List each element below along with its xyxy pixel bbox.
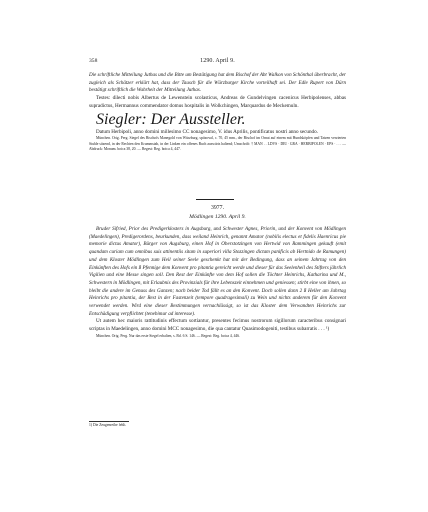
- document-1-section: [89, 72, 346, 153]
- document-2-number: 3977.: [210, 205, 225, 211]
- footnote: 1) Die Zeugenreihe fehlt.: [89, 423, 127, 427]
- document-2-corroboratio: Ut autem hec maioris rattitudinis effectum sortiantur, presentes fecimus nostrorum sigillorum caracteribus consignari scriptas in Maedelingen, anno domini MCC nonagesimo, die qua cantatur Quasimodogeniti, testibus subarratis . . . ¹): [89, 318, 346, 333]
- page-number: 358: [89, 58, 98, 64]
- document-2-summary: Bruder Sifried, Prior des Predigerklosters in Augsburg, und Schwester Agnes, Priorin, und der Konvent von Mödlingen (Maedelingen), Predigerordens, beurkunden, dass weiland Heinrich, genannt Amator (nobilis electus et fidelis Haenricus pie memorie dictus Amator), Bürger von Augsburg, einen Hof in Oberstotzingen von Hertwid von Rammingen gekauft (emit quandam curiam cum omnibus suis attinentiis sitam in superiori villa Stozzingen dictam panificis ab Hertnido de Ramungen) und dem Kloster Mödlingen zum Heil seiner Seele geschenkt hat mit der Bedingung, dass an seinem Jahrtag von den Einkünften des Hofs ein ß Pfennige dem Konvent pro pitantia gereicht werde und dieser für das Seelenheil des Stifters jährlich Vigilien und eine Messe singen soll. Den Rest der Einkünfte von dem Hof sollen die Töchter Heinrichs, Katharina und M., Schwestern in Mödlingen, mit Erlaubnis des Provinzials für ihre Lebenszeit einnehmen und geniessen; stirbt eine von ihnen, so bleibt die andere im Genuss des Ganzen; nach beider Tod fällt es an den Konvent. Doch sollen dann 2 ß Heller am Jahrtag Heinrichs pro pitantia, der Rest in der Fastenzeit (tempore quadragesimali) zu Wein und nichts anderem für den Konvent verwendet werden. Wird eine dieser Bestimmungen vernachlässigt, so ist das Kloster dem Verwandten Heinrichs zur Entschädigung verpflichtet (tenebimur ad interesse).: [89, 226, 346, 317]
- running-date: 1290. April 9.: [200, 58, 235, 64]
- page-header: [89, 58, 346, 68]
- document-2-section: [89, 226, 346, 339]
- document-2-place-date: Mödlingen 1290. April 9.: [189, 214, 246, 220]
- document-1-summary: Die schriftliche Mitteilung Juthas und die Bitte um Bestätigung hat dem Bischof der Abt Walkon von Schönthal überbracht, der zugleich als Schätzer erklärt hat, dass der Tausch für die Würzburger Kirche vorteilhaft sei. Der Edle Rupert von Dürn bestätigt schriftlich die Wahrheit der Mitteilung Juthas.: [89, 72, 346, 94]
- document-1-datum: Datum Herbipoli, anno domini millesimo CC nonagesimo, V. idus Aprilis, pontificatus nostri anno secundo.: [96, 128, 318, 135]
- document-1-siegler: Siegler: Der Aussteller.: [96, 110, 246, 128]
- footnote-rule: [89, 421, 129, 422]
- document-2-source-note: München. Orig. Perg. Nur das erste Siegel erhalten, s. Bd. 6 S. 146. — Regest: Reg. boica 4, 446.: [96, 333, 241, 338]
- document-1-source-note: München. Orig. Perg. Siegel des Bischofs Manegold von Würzburg, spitzoval, c. 70, 45 mm., der Bischof im Ornat auf einem mit Hundsköpfen und Tatzen verzierten Stuhle sitzend, in der Rechten den Krummstab, in der Linken ein offenes Buch auswärts haltend; Umschrift: † MAN . . LDVS · DEI · GRA · HERBIPOLEN · EPS · . . . — Abdruck: Monum. boica 38, 20. — Regest: Reg. boica 4, 447.: [89, 136, 346, 152]
- document-1-testes: Testes: dilecti nobis Albertus de Lewenstein scolasticus, Andreas de Gundelvingen cacenicus Herbipolenses, abbas supradictus, Hermannus commendator domus hospitalis in Wolkchingen, Marquardus de Meckemuln.: [89, 95, 346, 109]
- section-separator: [196, 199, 234, 200]
